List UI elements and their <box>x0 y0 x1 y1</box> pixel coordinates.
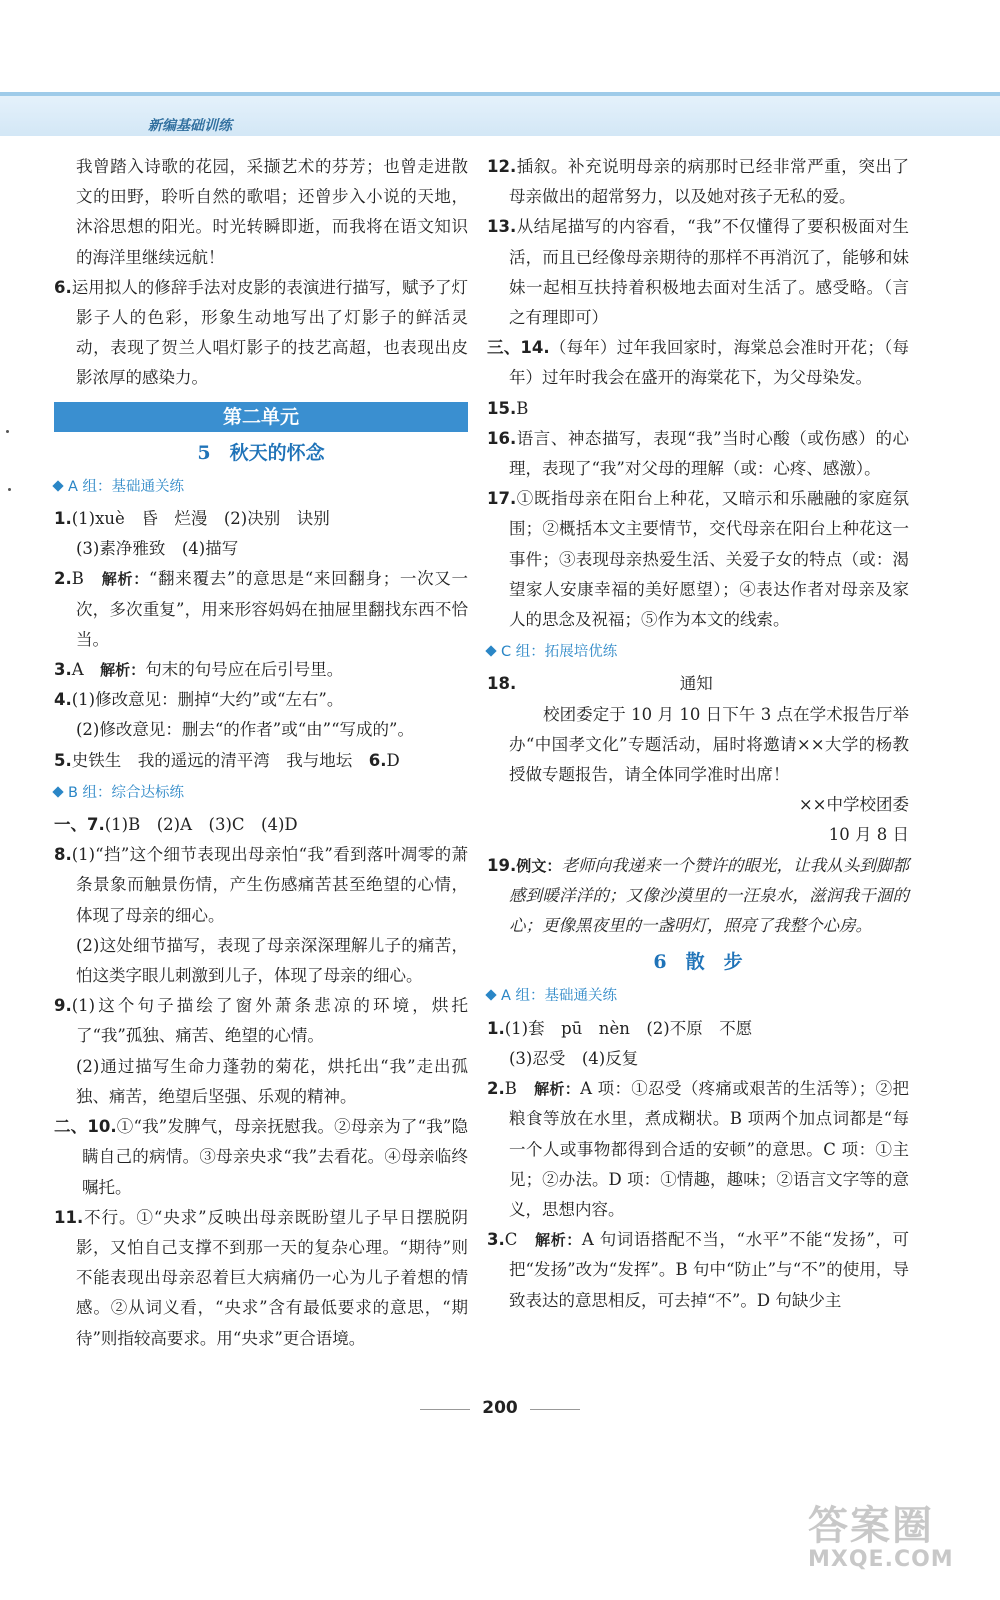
question-15: 15.B <box>487 398 529 418</box>
watermark-text: 答案圈 <box>808 1503 934 1549</box>
watermark-url: MXQE.COM <box>808 1547 954 1572</box>
right-column <box>487 152 909 1316</box>
question-2: 2.B 解析：“翻来覆去”的意思是“来回翻身；一次又一次，多次重复”，用来形容妈妈在抽屉里翻找东西不恰当。 <box>54 569 468 649</box>
unit-banner: 第二单元 <box>54 402 468 432</box>
watermark-logo <box>808 1494 978 1586</box>
diamond-icon <box>485 990 496 1001</box>
lesson-title: 5 秋天的怀念 <box>197 441 325 464</box>
notice-date: 10 月 8 日 <box>828 825 909 845</box>
page-number: 200 <box>482 1398 518 1418</box>
question-12: 12.插叙。补充说明母亲的病那时已经非常严重，突出了母亲做出的超常努力，以及她对孩子无私的爱。 <box>487 157 909 207</box>
group-a-heading: A 组：基础通关练 <box>54 472 468 502</box>
question-4-line2: (2)修改意见：删去“的作者”或“由”“写成的”。 <box>76 720 414 740</box>
section6-question-1: 1.(1)套 pū nèn (2)不原 不愿 <box>487 1018 753 1038</box>
diamond-icon <box>485 646 496 657</box>
question-13: 13.从结尾描写的内容看，“我”不仅懂得了要积极面对生活，而且已经像母亲期待的那样不再消沉了，能够和妹妹一起相互扶持着积极地去面对生活了。感受略。（言之有理即可） <box>487 217 909 328</box>
question-10: 二、10.①“我”发脾气，母亲抚慰我。②母亲为了“我”隐瞒自己的病情。③母亲央求“我”去看花。④母亲临终嘱托。 <box>54 1117 468 1197</box>
question-16: 16.语言、神态描写，表现“我”当时心酸（或伤感）的心理，表现了“我”对父母的理解（或：心疼、感激）。 <box>487 428 909 479</box>
question-1-line2: (3)素净雅致 (4)描写 <box>76 539 239 559</box>
group-b-heading: B 组：综合达标练 <box>54 778 468 808</box>
margin-dot <box>6 430 9 433</box>
question-6: 6.运用拟人的修辞手法对皮影的表演进行描写，赋予了灯影子人的色彩，形象生动地写出了灯影子的鲜活灵动，表现了贺兰人唱灯影子的技艺高超，也表现出皮影浓厚的感染力。 <box>54 277 468 388</box>
notice-body: 校团委定于 10 月 10 日下午 3 点在学术报告厅举办“中国孝文化”专题活动，届时将邀请××大学的杨教授做专题报告，请全体同学准时出席！ <box>509 704 909 785</box>
section6-question-3: 3.C 解析：A 句词语搭配不当，“水平”不能“发扬”，可把“发扬”改为“发挥”。B 句中“防止”与“不”的使用，导致表达的意思相反，可去掉“不”。D 句缺少主 <box>487 1230 909 1310</box>
group-c-heading: C 组：拓展培优练 <box>487 637 909 667</box>
header-title: 新编基础训练 <box>148 118 232 134</box>
question-8-part2: (2)这处细节描写，表现了母亲深深理解儿子的痛苦，怕这类字眼儿刺激到儿子，体现了母亲的细心。 <box>76 935 468 986</box>
question-9: 9.(1)这个句子描绘了窗外萧条悲凉的环境，烘托了“我”孤独、痛苦、绝望的心情。 <box>54 996 468 1046</box>
diamond-icon <box>52 786 63 797</box>
intro-paragraph: 我曾踏入诗歌的花园，采撷艺术的芬芳；也曾走进散文的田野，聆听自然的歌唱；还曾步入小说的天地，沐浴思想的阳光。时光转瞬即逝，而我将在语文知识的海洋里继续远航！ <box>76 157 468 267</box>
group-a-heading: A 组：基础通关练 <box>487 981 909 1011</box>
notice-signature: ××中学校团委 <box>798 795 909 815</box>
question-7: 一、7.(1)B (2)A (3)C (4)D <box>54 815 298 835</box>
left-column <box>54 152 468 1354</box>
section6-question-2: 2.B 解析：A 项：①忍受（疼痛或艰苦的生活等）；②把粮食等放在水里，煮成糊状。B 项两个加点词都是“每一个人或事物都得到合适的安顿”的意思。C 项：①主见；②办法。D 项：①情趣，趣味；②语言文字等的意义，思想内容。 <box>487 1079 909 1219</box>
question-18: 18. 通知 <box>487 669 909 699</box>
question-8: 8.(1)“挡”这个细节表现出母亲怕“我”看到落叶凋零的萧条景象而触景伤情，产生伤感痛苦甚至绝望的心情，体现了母亲的细心。 <box>54 845 468 925</box>
question-3: 3.A 解析：句末的句号应在后引号里。 <box>54 660 344 680</box>
question-1: 1.(1)xuè 昏 烂漫 (2)决别 诀别 <box>54 509 330 529</box>
question-17: 17.①既指母亲在阳台上种花，又暗示和乐融融的家庭氛围；②概括本文主要情节，交代母亲在阳台上种花这一事件；③表现母亲热爱生活、关爱子女的特点（或：渴望家人安康幸福的美好愿望）；④表达作者对母亲及家人的思念及祝福；⑤作为本文的线索。 <box>487 489 909 630</box>
diamond-icon <box>52 480 63 491</box>
notice-title: 通知 <box>679 674 713 694</box>
question-11: 11.不行。①“央求”反映出母亲既盼望儿子早日摆脱阴影，又怕自己支撑不到那一天的复杂心理。“期待”则不能表现出母亲忍着巨大病痛仍一心为儿子着想的情感。②从词义看，“央求”含有最低要求的意思，“期待”则指较高要求。用“央求”更合语境。 <box>54 1207 468 1348</box>
lesson-title: 6 散 步 <box>653 951 743 974</box>
page-number-rule <box>530 1409 580 1410</box>
question-9-part2: (2)通过描写生命力蓬勃的菊花，烘托出“我”走出孤独、痛苦，绝望后坚强、乐观的精神。 <box>76 1056 468 1106</box>
question-19: 19.例文：老师向我递来一个赞许的眼光，让我从头到脚都感到暖洋洋的；又像沙漠里的一汪泉水，滋润我干涸的心；更像黑夜里的一盏明灯，照亮了我整个心房。 <box>487 855 909 936</box>
question-14: 三、14.（每年）过年我回家时，海棠总会准时开花；（每年）过年时我会在盛开的海棠花下，为父母染发。 <box>487 338 910 388</box>
question-4: 4.(1)修改意见：删掉“大约”或“左右”。 <box>54 690 344 710</box>
question-5: 5.史铁生 我的遥远的清平湾 我与地坛 6.D <box>54 750 400 770</box>
margin-dot <box>8 488 11 491</box>
section6-question-1-line2: (3)忍受 (4)反复 <box>509 1048 639 1068</box>
